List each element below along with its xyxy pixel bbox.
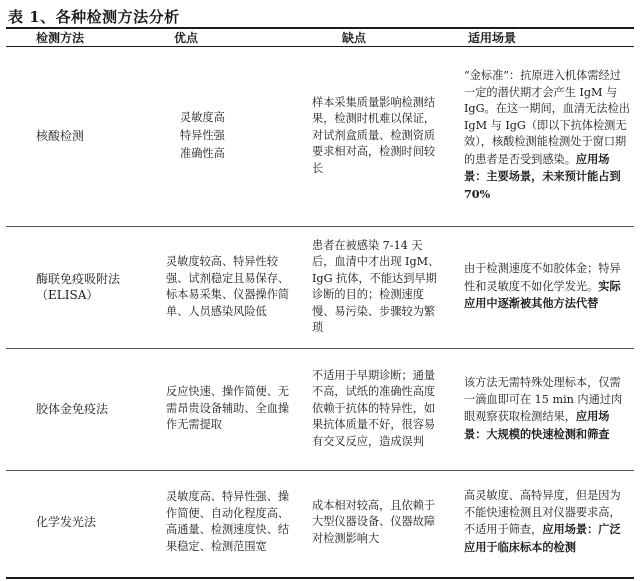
methods-table — [6, 29, 634, 574]
table-row — [6, 226, 634, 348]
advantages-cell: 灵敏度高、特异性强、操作简便、自动化程度高、高通量、检测速度快、结果稳定、检测范围宽 — [166, 490, 290, 553]
advantages-cell: 反应快速、操作简便、无需昂贵设备辅助、全血操作无需提取 — [154, 348, 302, 470]
disadvantages-cell: 不适用于早期诊断；通量不高，试纸的准确性高度依赖于抗体的特异性，如果抗体质量不好，很容易有交叉反应，造成误判 — [302, 348, 454, 470]
table-row — [6, 348, 634, 470]
scenario-text: 高灵敏度、高特异度，但是因为不能快速检测且对仪器要求高，不适用于筛查， — [464, 489, 621, 537]
table-row — [6, 46, 634, 226]
table-header-row — [6, 29, 634, 46]
method-cell: 胶体金免疫法 — [6, 348, 154, 470]
disadvantages-cell: 样本采集质量影响检测结果，检测时机难以保证，对试剂盒质量、检测资质要求相对高，检测时间较长 — [302, 46, 454, 226]
scenario-highlight: 应用场景：主要场景，未来预计能占到 70% — [464, 151, 621, 201]
table-title: 表 1、各种检测方法分析 — [8, 8, 180, 26]
method-cell: 核酸检测 — [6, 46, 154, 226]
header-disadvantages: 缺点 — [342, 31, 367, 45]
header-scenario: 适用场景 — [468, 31, 517, 45]
scenario-cell — [454, 226, 634, 348]
header-advantages: 优点 — [174, 31, 199, 45]
scenario-text: 该方法无需特殊处理标本，仅需一滴血即可在 15 min 内通过肉眼观察获取检测结果， — [464, 376, 623, 423]
scenario-text: “金标准”：抗原进入机体需经过一定的潜伏期才会产生 IgM 与 IgG。在这一期间，血清无法检出 IgM 与 IgG（即以下抗体检测无效），核酸检测能检测处于窗口期的患者是否受到感染。 — [464, 69, 630, 166]
table-bottom-rule — [6, 577, 634, 579]
scenario-cell — [454, 470, 634, 574]
table-row — [6, 470, 634, 574]
disadvantages-cell: 患者在被感染 7-14 天后，血清中才出现 IgM、IgG 抗体，不能达到早期诊断的目的；检测速度慢、易污染、步骤较为繁琐 — [302, 226, 454, 348]
advantages-cell: 灵敏度较高、特异性较强、试剂稳定且易保存、标本易采集、仪器操作简单、人员感染风险低 — [154, 226, 302, 348]
scenario-highlight: 应用场景：广泛应用于临床标本的检测 — [464, 522, 621, 554]
scenario-text: 由于检测速度不如胶体金；特异性和灵敏度不如化学发光。 — [464, 262, 621, 293]
method-cell: 酶联免疫吸附法（ELISA） — [6, 226, 154, 348]
advantages-cell: 灵敏度高 特异性强 准确性高 — [154, 46, 302, 226]
scenario-cell — [454, 46, 634, 226]
method-cell: 化学发光法 — [36, 515, 97, 529]
scenario-highlight: 应用场景：大规模的快速检测和筛查 — [464, 409, 610, 441]
scenario-highlight: 实际应用中逐渐被其他方法代替 — [464, 278, 621, 311]
disadvantages-cell: 成本相对较高，且依赖于大型仪器设备、仪器故障对检测影响大 — [312, 498, 436, 545]
scenario-cell — [454, 348, 634, 470]
header-method: 检测方法 — [36, 31, 85, 45]
